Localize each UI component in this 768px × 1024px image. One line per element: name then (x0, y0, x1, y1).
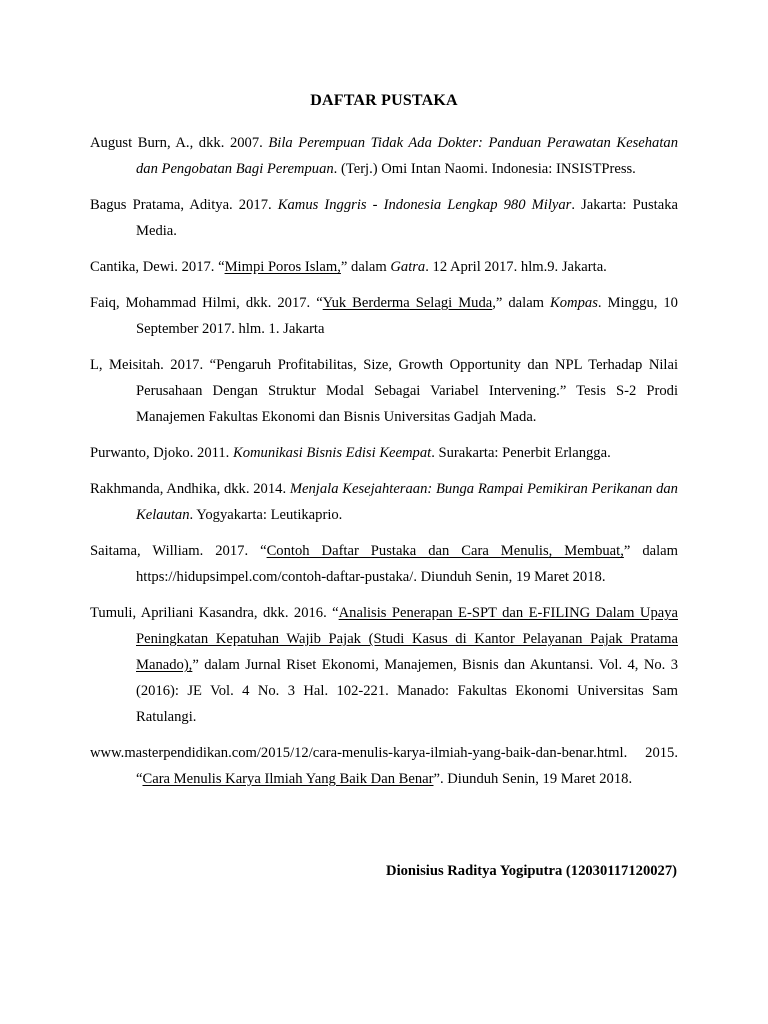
reference-link-title[interactable]: Analisis Penerapan E-SPT dan E-FILING Dalam Upaya Peningkatan Kepatuhan Wajib Pajak (Studi Kasus di Kantor Pelayanan Pajak Pratama Manado), (136, 605, 678, 673)
reference-text: Komunikasi Bisnis Edisi Keempat (232, 445, 432, 461)
reference-text: Faiq, Mohammad Hilmi, dkk. 2017. “ (90, 295, 323, 311)
reference-text: www.masterpendidikan.com/2015/12/cara-menulis-karya-ilmiah-yang-baik-dan-benar.html. 2015. “ (90, 745, 678, 787)
reference-text: Bagus Pratama, Aditya. 2017. (90, 197, 278, 213)
reference-text: ,” dalam (492, 295, 551, 311)
reference-entry (90, 290, 678, 342)
reference-entry (90, 600, 678, 730)
reference-text: Saitama, William. 2017. “ (90, 543, 267, 559)
reference-entry (90, 130, 678, 182)
reference-list (90, 130, 678, 802)
reference-entry (90, 538, 678, 590)
reference-text: . Surakarta: Penerbit Erlangga. (431, 445, 611, 461)
reference-link-title[interactable]: Yuk Berderma Selagi Muda (322, 295, 493, 311)
reference-entry (90, 440, 678, 466)
reference-text: Kamus Inggris - Indonesia Lengkap 980 Milyar (277, 197, 572, 213)
reference-text: . 12 April 2017. hlm.9. Jakarta. (425, 259, 607, 275)
reference-entry (90, 740, 678, 792)
reference-link-title[interactable]: Contoh Daftar Pustaka dan Cara Menulis, Membuat, (266, 543, 624, 559)
reference-text: ” dalam Jurnal Riset Ekonomi, Manajemen, Bisnis dan Akuntansi. Vol. 4, No. 3 (2016): JE Vol. 4 No. 3 Hal. 102-221. Manado: Fakultas Ekonomi Universitas Sam Ratulangi. (136, 657, 678, 725)
reference-text: Menjala Kesejahteraan: Bunga Rampai Pemikiran Perikanan dan Kelautan (136, 481, 678, 523)
reference-text: Kompas (550, 295, 598, 311)
reference-text: Gatra (390, 259, 426, 275)
reference-text: . (Terj.) Omi Intan Naomi. Indonesia: INSISTPress. (333, 161, 636, 177)
reference-text: ”. Diunduh Senin, 19 Maret 2018. (433, 771, 633, 787)
reference-link-title[interactable]: Mimpi Poros Islam, (224, 259, 341, 275)
reference-text: Cantika, Dewi. 2017. “ (90, 259, 225, 275)
reference-text: Bila Perempuan Tidak Ada Dokter: Panduan Perawatan Kesehatan dan Pengobatan Bagi Perempuan (136, 135, 678, 177)
reference-text: . Yogyakarta: Leutikaprio. (189, 507, 343, 523)
reference-text: ” dalam https://hidupsimpel.com/contoh-daftar-pustaka/. Diunduh Senin, 19 Maret 2018. (136, 543, 678, 585)
reference-text: . Jakarta: Pustaka Media. (136, 197, 678, 239)
reference-text: . Minggu, 10 September 2017. hlm. 1. Jakarta (136, 295, 678, 337)
author-signature: Dionisius Raditya Yogiputra (12030117120027) (386, 863, 677, 879)
page-title: DAFTAR PUSTAKA (310, 92, 458, 109)
reference-text: ” dalam (340, 259, 391, 275)
reference-text: Tumuli, Apriliani Kasandra, dkk. 2016. “ (90, 605, 339, 621)
reference-text: L, Meisitah. 2017. “Pengaruh Profitabilitas, Size, Growth Opportunity dan NPL Terhadap Nilai Perusahaan Dengan Struktur Modal Sebagai Variabel Intervening.” Tesis S-2 Prodi Manajemen Fakultas Ekonomi dan Bisnis Universitas Gadjah Mada. (90, 357, 678, 425)
reference-entry (90, 254, 678, 280)
reference-link-title[interactable]: Cara Menulis Karya Ilmiah Yang Baik Dan Benar (142, 771, 434, 787)
reference-text: Rakhmanda, Andhika, dkk. 2014. (90, 481, 290, 497)
reference-entry (90, 192, 678, 244)
reference-text: August Burn, A., dkk. 2007. (90, 135, 269, 151)
reference-entry (90, 476, 678, 528)
reference-entry (90, 352, 678, 430)
reference-text: Purwanto, Djoko. 2011. (90, 445, 233, 461)
